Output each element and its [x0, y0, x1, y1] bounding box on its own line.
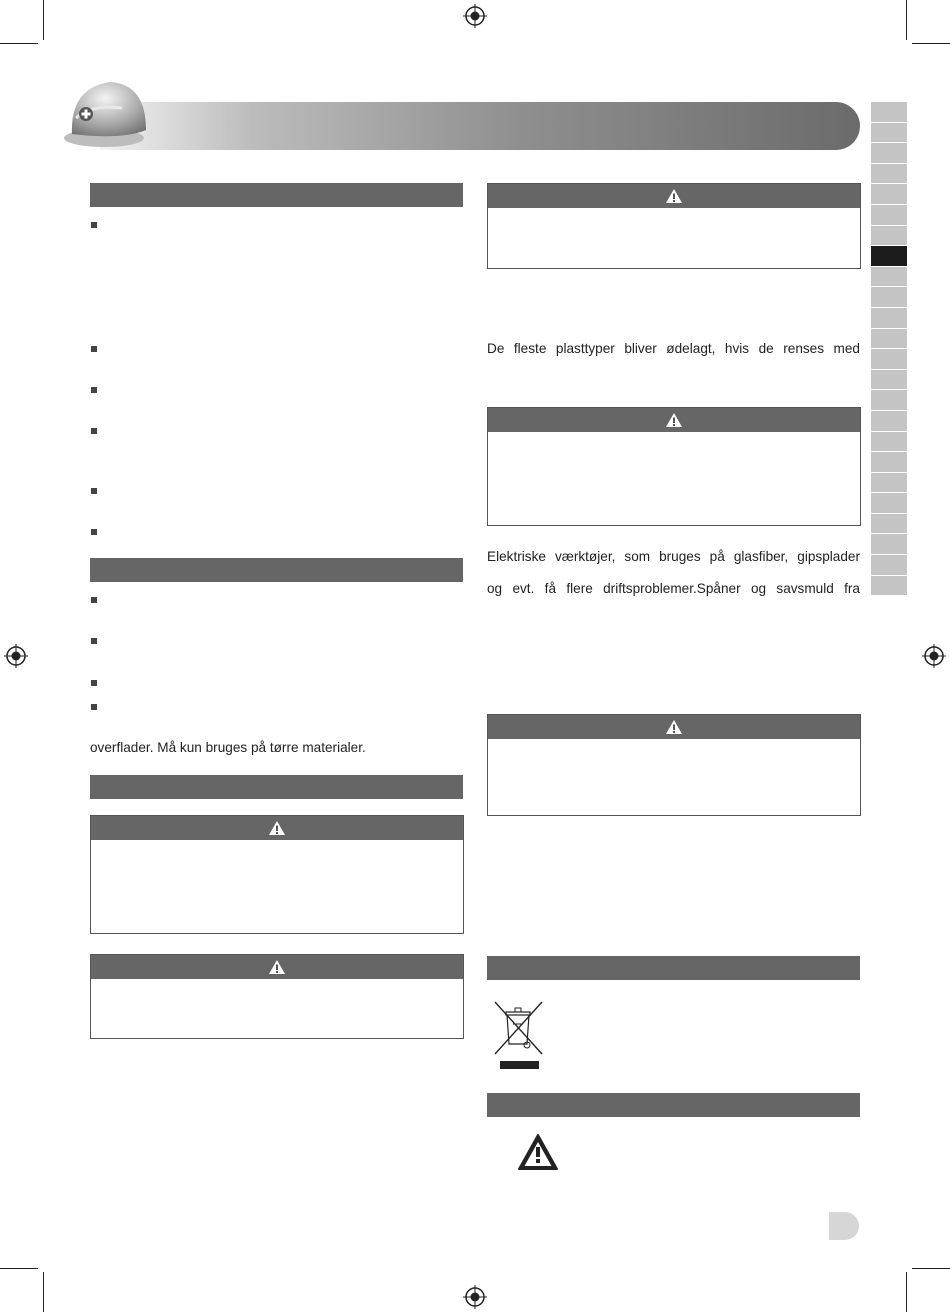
bullet: [91, 529, 97, 535]
tab[interactable]: [871, 143, 907, 164]
bullet: [91, 387, 97, 393]
tab[interactable]: [871, 184, 907, 205]
tab[interactable]: [871, 123, 907, 144]
tab[interactable]: [871, 576, 907, 597]
bullet: [91, 488, 97, 494]
warning-triangle-icon: [268, 820, 286, 836]
tab[interactable]: [871, 205, 907, 226]
tab[interactable]: [871, 329, 907, 350]
tab[interactable]: [871, 534, 907, 555]
warning-box: [90, 954, 464, 1039]
warning-box: [487, 183, 861, 269]
tab[interactable]: [871, 514, 907, 535]
registration-mark-icon: [463, 4, 487, 28]
warning-box: [487, 407, 861, 526]
tab-active[interactable]: [871, 246, 907, 267]
registration-mark-icon: [463, 1285, 487, 1309]
tab[interactable]: [871, 473, 907, 494]
crossed-out-wheelie-bin-icon: [490, 998, 546, 1072]
section-header: [90, 775, 463, 799]
bullet: [91, 428, 97, 434]
bullet: [91, 704, 97, 710]
crop-mark: [43, 1272, 44, 1312]
language-tabs: [871, 102, 907, 596]
tab[interactable]: [871, 452, 907, 473]
crop-mark: [43, 0, 44, 40]
warning-box: [487, 714, 861, 816]
paragraph-text: De fleste plasttyper bliver ødelagt, hvis de renses med: [487, 341, 860, 356]
hard-hat-icon: [62, 74, 152, 154]
bullet: [91, 597, 97, 603]
paragraph-text: Elektriske værktøjer, som bruges på glasfiber, gipsplader: [487, 549, 860, 564]
bullet: [91, 638, 97, 644]
warning-header: [91, 816, 463, 840]
tab[interactable]: [871, 411, 907, 432]
tab[interactable]: [871, 370, 907, 391]
warning-header: [488, 184, 860, 208]
crop-mark: [0, 43, 38, 44]
bullet: [91, 680, 97, 686]
tab[interactable]: [871, 102, 907, 123]
crop-mark: [912, 1268, 950, 1269]
section-header: [90, 558, 463, 582]
crop-mark: [912, 43, 950, 44]
large-warning-icon: [517, 1133, 559, 1171]
warning-header: [91, 955, 463, 979]
section-header: [90, 183, 463, 207]
page-number-tab: [829, 1212, 859, 1240]
registration-mark-icon: [4, 644, 28, 668]
tab[interactable]: [871, 287, 907, 308]
section-header: [487, 956, 860, 980]
header-banner: [100, 102, 860, 150]
paragraph-text: overflader. Må kun bruges på tørre materialer.: [90, 740, 366, 755]
crop-mark: [906, 0, 907, 40]
registration-mark-icon: [922, 644, 946, 668]
tab[interactable]: [871, 390, 907, 411]
warning-header: [488, 715, 860, 739]
paragraph-text: og evt. få flere driftsproblemer.Spåner og savsmuld fra: [487, 581, 860, 596]
tab[interactable]: [871, 226, 907, 247]
crop-mark: [906, 1272, 907, 1312]
bullet: [91, 346, 97, 352]
warning-triangle-icon: [665, 412, 683, 428]
crop-mark: [0, 1268, 38, 1269]
warning-triangle-icon: [268, 959, 286, 975]
bullet: [91, 222, 97, 228]
warning-box: [90, 815, 464, 934]
warning-triangle-icon: [665, 719, 683, 735]
warning-triangle-icon: [665, 188, 683, 204]
tab[interactable]: [871, 432, 907, 453]
warning-header: [488, 408, 860, 432]
tab[interactable]: [871, 493, 907, 514]
tab[interactable]: [871, 267, 907, 288]
tab[interactable]: [871, 349, 907, 370]
section-header: [487, 1093, 860, 1117]
tab[interactable]: [871, 555, 907, 576]
tab[interactable]: [871, 164, 907, 185]
tab[interactable]: [871, 308, 907, 329]
